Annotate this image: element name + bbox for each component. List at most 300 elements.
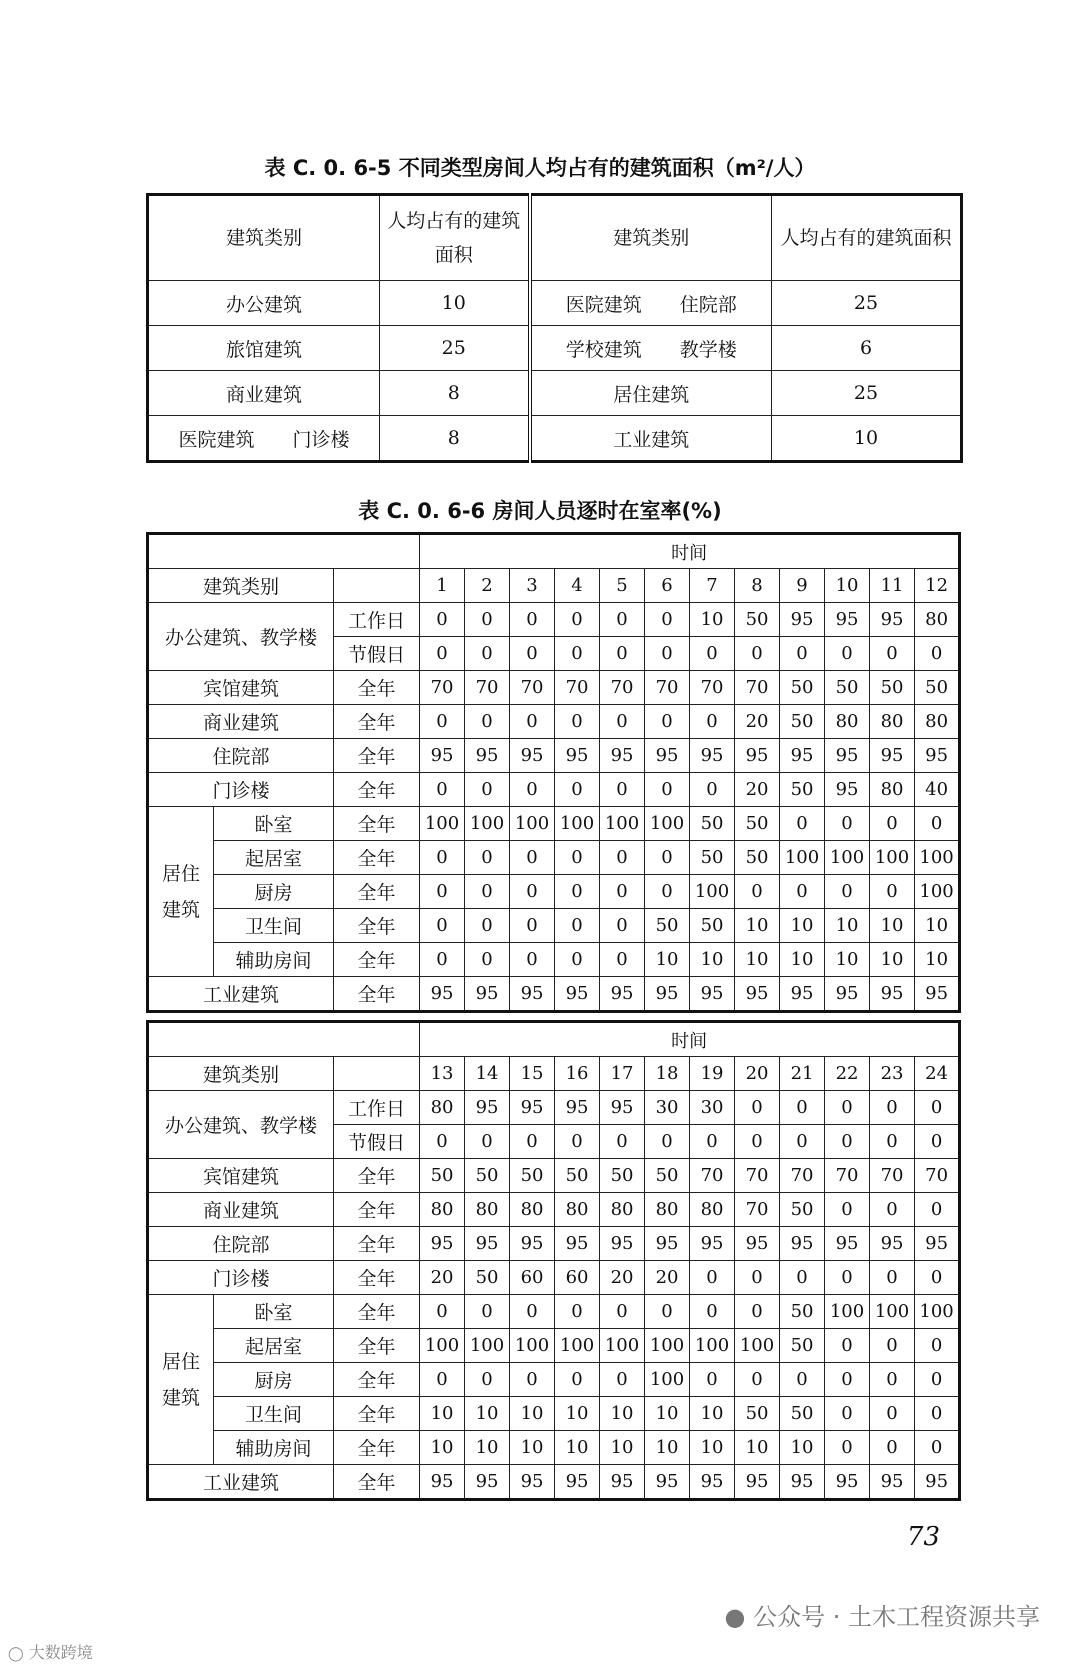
- rate-cell: 0: [465, 909, 510, 943]
- room-name: 卧室: [214, 1295, 334, 1329]
- table5-header-category-2: 建筑类别: [530, 195, 772, 281]
- period-label: 工作日: [334, 1091, 420, 1125]
- room-name: 辅助房间: [214, 943, 334, 977]
- table-row: [148, 943, 960, 977]
- rate-cell: 50: [735, 603, 780, 637]
- left-area-value: 25: [380, 326, 530, 371]
- table-row: [148, 1261, 960, 1295]
- rate-cell: 100: [825, 1295, 870, 1329]
- table5-header-area-2: 人均占有的建筑面积: [772, 195, 962, 281]
- table5-header-row: [148, 195, 962, 281]
- rate-cell: 0: [780, 637, 825, 671]
- watermark-left: [8, 1640, 93, 1663]
- rate-cell: 95: [825, 603, 870, 637]
- rate-cell: 10: [600, 1431, 645, 1465]
- rate-cell: 95: [420, 739, 465, 773]
- rate-cell: 95: [555, 977, 600, 1012]
- room-name: 厨房: [214, 1363, 334, 1397]
- rate-cell: 0: [420, 1125, 465, 1159]
- rate-cell: 10: [690, 1397, 735, 1431]
- right-area-value: 25: [772, 281, 962, 326]
- rate-cell: 0: [735, 1363, 780, 1397]
- hour-label: 4: [555, 569, 600, 603]
- rate-cell: 20: [735, 705, 780, 739]
- room-name: 厨房: [214, 875, 334, 909]
- group-residential-text: 居住建筑: [161, 1350, 200, 1409]
- rate-cell: 50: [735, 841, 780, 875]
- rate-cell: 100: [915, 841, 960, 875]
- rate-cell: 0: [465, 943, 510, 977]
- rate-cell: 0: [870, 875, 915, 909]
- rate-cell: 0: [510, 637, 555, 671]
- rate-cell: 100: [420, 807, 465, 841]
- rate-cell: 0: [465, 841, 510, 875]
- hour-label: 15: [510, 1057, 555, 1091]
- rate-cell: 0: [645, 1295, 690, 1329]
- rate-cell: 95: [645, 1227, 690, 1261]
- table5-header-area: 人均占有的建筑面积: [380, 195, 530, 281]
- left-area-value: 8: [380, 371, 530, 416]
- rate-cell: 95: [600, 1465, 645, 1500]
- left-area-value: 8: [380, 416, 530, 462]
- table-row: [148, 739, 960, 773]
- rate-cell: 70: [825, 1159, 870, 1193]
- rate-cell: 80: [510, 1193, 555, 1227]
- rate-cell: 95: [510, 739, 555, 773]
- hour-label: 1: [420, 569, 465, 603]
- watermark-right: [725, 1597, 1040, 1632]
- rate-cell: 0: [825, 807, 870, 841]
- rate-cell: 0: [600, 603, 645, 637]
- rate-cell: 70: [690, 1159, 735, 1193]
- period-label: 全年: [334, 1227, 420, 1261]
- rate-cell: 0: [645, 637, 690, 671]
- rate-cell: 10: [420, 1397, 465, 1431]
- rate-cell: 50: [780, 773, 825, 807]
- building-name: 宾馆建筑: [148, 1159, 334, 1193]
- rate-cell: 100: [420, 1329, 465, 1363]
- rate-cell: 0: [690, 1295, 735, 1329]
- rate-cell: 95: [555, 1227, 600, 1261]
- rate-cell: 95: [825, 977, 870, 1012]
- rate-cell: 10: [870, 943, 915, 977]
- rate-cell: 0: [510, 1363, 555, 1397]
- rate-cell: 10: [510, 1397, 555, 1431]
- rate-cell: 0: [555, 1363, 600, 1397]
- rate-cell: 0: [735, 1261, 780, 1295]
- rate-cell: 0: [555, 1125, 600, 1159]
- rate-cell: 95: [555, 1091, 600, 1125]
- table-row: [148, 705, 960, 739]
- time-header-row: [148, 534, 960, 569]
- rate-cell: 95: [645, 739, 690, 773]
- blank-cell: [148, 534, 420, 569]
- rate-cell: 0: [555, 1295, 600, 1329]
- rate-cell: 95: [600, 1227, 645, 1261]
- hour-label: 6: [645, 569, 690, 603]
- rate-cell: 50: [780, 1295, 825, 1329]
- rate-cell: 30: [645, 1091, 690, 1125]
- rate-cell: 50: [780, 1329, 825, 1363]
- rate-cell: 20: [735, 773, 780, 807]
- rate-cell: 0: [420, 841, 465, 875]
- table-c066-part-2: [146, 1020, 961, 1501]
- rate-cell: 95: [645, 1465, 690, 1500]
- hour-label: 24: [915, 1057, 960, 1091]
- watermark-left-text: 大数跨境: [28, 1643, 93, 1662]
- rate-cell: 50: [780, 1193, 825, 1227]
- rate-cell: 50: [465, 1159, 510, 1193]
- rate-cell: 0: [915, 1431, 960, 1465]
- rate-cell: 10: [915, 943, 960, 977]
- rate-cell: 10: [465, 1431, 510, 1465]
- table-row: [148, 1363, 960, 1397]
- rate-cell: 95: [780, 739, 825, 773]
- building-name: 住院部: [148, 739, 334, 773]
- rate-cell: 0: [690, 1261, 735, 1295]
- rate-cell: 100: [600, 807, 645, 841]
- rate-cell: 0: [690, 1125, 735, 1159]
- rate-cell: 95: [870, 977, 915, 1012]
- rate-cell: 95: [870, 1465, 915, 1500]
- table-row: [148, 1431, 960, 1465]
- rate-cell: 0: [915, 1193, 960, 1227]
- time-label: 时间: [420, 534, 960, 569]
- rate-cell: 10: [645, 943, 690, 977]
- rate-cell: 50: [690, 841, 735, 875]
- room-name: 卧室: [214, 807, 334, 841]
- rate-cell: 0: [645, 1125, 690, 1159]
- rate-cell: 10: [870, 909, 915, 943]
- building-name: 商业建筑: [148, 1193, 334, 1227]
- rate-cell: 95: [915, 1465, 960, 1500]
- rate-cell: 95: [735, 977, 780, 1012]
- rate-cell: 0: [510, 943, 555, 977]
- period-label: 全年: [334, 773, 420, 807]
- hour-label: 7: [690, 569, 735, 603]
- table-row: [148, 416, 962, 462]
- hour-label: 10: [825, 569, 870, 603]
- rate-cell: 100: [915, 1295, 960, 1329]
- rate-cell: 50: [915, 671, 960, 705]
- category-label: 建筑类别: [148, 1057, 334, 1091]
- room-name: 卫生间: [214, 1397, 334, 1431]
- table-row: [148, 326, 962, 371]
- rate-cell: 95: [555, 739, 600, 773]
- rate-cell: 0: [510, 603, 555, 637]
- rate-cell: 0: [735, 1125, 780, 1159]
- rate-cell: 95: [510, 977, 555, 1012]
- rate-cell: 0: [690, 1363, 735, 1397]
- rate-cell: 10: [915, 909, 960, 943]
- hour-label: 19: [690, 1057, 735, 1091]
- period-label: 全年: [334, 705, 420, 739]
- rate-cell: 95: [690, 977, 735, 1012]
- table5-caption: 表 C. 0. 6-5 不同类型房间人均占有的建筑面积（m²/人）: [264, 156, 816, 180]
- rate-cell: 0: [825, 1431, 870, 1465]
- table-row: [148, 1227, 960, 1261]
- period-label: 全年: [334, 1397, 420, 1431]
- rate-cell: 10: [825, 943, 870, 977]
- rate-cell: 50: [645, 1159, 690, 1193]
- rate-cell: 70: [780, 1159, 825, 1193]
- time-label: 时间: [420, 1022, 960, 1057]
- rate-cell: 95: [870, 739, 915, 773]
- period-label: 全年: [334, 1431, 420, 1465]
- rate-cell: 95: [915, 977, 960, 1012]
- table-row: [148, 603, 960, 637]
- period-label: 全年: [334, 1159, 420, 1193]
- hour-label: 17: [600, 1057, 645, 1091]
- rate-cell: 10: [735, 943, 780, 977]
- period-label: 全年: [334, 875, 420, 909]
- building-name: 宾馆建筑: [148, 671, 334, 705]
- room-name: 起居室: [214, 841, 334, 875]
- rate-cell: 10: [780, 1431, 825, 1465]
- rate-cell: 70: [735, 1159, 780, 1193]
- rate-cell: 100: [645, 807, 690, 841]
- rate-cell: 80: [555, 1193, 600, 1227]
- rate-cell: 40: [915, 773, 960, 807]
- rate-cell: 50: [510, 1159, 555, 1193]
- blank-cell: [334, 569, 420, 603]
- rate-cell: 0: [465, 1295, 510, 1329]
- rate-cell: 0: [420, 1295, 465, 1329]
- rate-cell: 10: [690, 1431, 735, 1465]
- rate-cell: 95: [825, 1465, 870, 1500]
- rate-cell: 100: [870, 841, 915, 875]
- rate-cell: 95: [825, 1227, 870, 1261]
- rate-cell: 0: [600, 773, 645, 807]
- rate-cell: 50: [690, 807, 735, 841]
- rate-cell: 0: [735, 1091, 780, 1125]
- period-label: 全年: [334, 1363, 420, 1397]
- table-row: [148, 1193, 960, 1227]
- rate-cell: 60: [510, 1261, 555, 1295]
- rate-cell: 0: [870, 1363, 915, 1397]
- rate-cell: 0: [825, 1397, 870, 1431]
- rate-cell: 10: [780, 943, 825, 977]
- period-label: 全年: [334, 1193, 420, 1227]
- rate-cell: 95: [780, 977, 825, 1012]
- rate-cell: 0: [870, 1329, 915, 1363]
- table-row: [148, 1295, 960, 1329]
- rate-cell: 10: [510, 1431, 555, 1465]
- rate-cell: 95: [465, 1091, 510, 1125]
- rate-cell: 0: [645, 705, 690, 739]
- rate-cell: 0: [600, 909, 645, 943]
- rate-cell: 10: [735, 909, 780, 943]
- hour-label: 23: [870, 1057, 915, 1091]
- group-office-label: 办公建筑、教学楼: [148, 603, 334, 671]
- hour-label: 20: [735, 1057, 780, 1091]
- rate-cell: 100: [645, 1363, 690, 1397]
- rate-cell: 80: [915, 603, 960, 637]
- rate-cell: 100: [645, 1329, 690, 1363]
- rate-cell: 0: [915, 1363, 960, 1397]
- rate-cell: 0: [870, 807, 915, 841]
- rate-cell: 0: [510, 705, 555, 739]
- rate-cell: 50: [780, 671, 825, 705]
- rate-cell: 0: [510, 909, 555, 943]
- rate-cell: 80: [600, 1193, 645, 1227]
- rate-cell: 50: [780, 1397, 825, 1431]
- right-building-type: 居住建筑: [530, 371, 772, 416]
- rate-cell: 0: [825, 1193, 870, 1227]
- chat-icon: ◯: [8, 1646, 24, 1662]
- rate-cell: 95: [735, 739, 780, 773]
- rate-cell: 95: [465, 977, 510, 1012]
- rate-cell: 100: [735, 1329, 780, 1363]
- rate-cell: 0: [780, 1125, 825, 1159]
- rate-cell: 0: [915, 1261, 960, 1295]
- rate-cell: 70: [600, 671, 645, 705]
- left-area-value: 10: [380, 281, 530, 326]
- rate-cell: 0: [915, 637, 960, 671]
- rate-cell: 50: [465, 1261, 510, 1295]
- rate-cell: 50: [780, 705, 825, 739]
- rate-cell: 0: [600, 1125, 645, 1159]
- rate-cell: 100: [555, 1329, 600, 1363]
- rate-cell: 0: [555, 841, 600, 875]
- rate-cell: 0: [465, 603, 510, 637]
- hour-label: 8: [735, 569, 780, 603]
- hour-label: 2: [465, 569, 510, 603]
- hour-label: 22: [825, 1057, 870, 1091]
- rate-cell: 10: [420, 1431, 465, 1465]
- rate-cell: 0: [510, 1295, 555, 1329]
- hour-label: 14: [465, 1057, 510, 1091]
- rate-cell: 0: [555, 943, 600, 977]
- building-name: 住院部: [148, 1227, 334, 1261]
- table-row: [148, 807, 960, 841]
- rate-cell: 100: [465, 1329, 510, 1363]
- hour-label: 16: [555, 1057, 600, 1091]
- rate-cell: 100: [825, 841, 870, 875]
- time-header-row: [148, 1022, 960, 1057]
- period-label: 全年: [334, 1329, 420, 1363]
- rate-cell: 95: [510, 1091, 555, 1125]
- rate-cell: 95: [420, 1227, 465, 1261]
- rate-cell: 0: [510, 1125, 555, 1159]
- rate-cell: 95: [465, 1465, 510, 1500]
- table-row: [148, 909, 960, 943]
- table-row: [148, 671, 960, 705]
- rate-cell: 0: [780, 807, 825, 841]
- rate-cell: 0: [645, 875, 690, 909]
- rate-cell: 95: [915, 1227, 960, 1261]
- right-area-value: 10: [772, 416, 962, 462]
- hour-label: 21: [780, 1057, 825, 1091]
- wechat-icon: ●: [724, 1603, 746, 1631]
- blank-cell: [334, 1057, 420, 1091]
- period-label: 全年: [334, 977, 420, 1012]
- rate-cell: 0: [600, 1295, 645, 1329]
- rate-cell: 0: [645, 603, 690, 637]
- rate-cell: 0: [465, 875, 510, 909]
- period-label: 节假日: [334, 637, 420, 671]
- rate-cell: 95: [780, 1465, 825, 1500]
- rate-cell: 0: [555, 875, 600, 909]
- rate-cell: 80: [645, 1193, 690, 1227]
- rate-cell: 70: [465, 671, 510, 705]
- right-building-type: 工业建筑: [530, 416, 772, 462]
- rate-cell: 20: [645, 1261, 690, 1295]
- rate-cell: 80: [420, 1193, 465, 1227]
- table-row: [148, 773, 960, 807]
- rate-cell: 10: [600, 1397, 645, 1431]
- rate-cell: 0: [420, 603, 465, 637]
- room-name: 辅助房间: [214, 1431, 334, 1465]
- watermark-right-text: 公众号 · 土木工程资源共享: [753, 1603, 1040, 1631]
- rate-cell: 0: [420, 637, 465, 671]
- rate-cell: 10: [465, 1397, 510, 1431]
- table-row: [148, 977, 960, 1012]
- rate-cell: 100: [915, 875, 960, 909]
- rate-cell: 0: [735, 637, 780, 671]
- rate-cell: 0: [600, 705, 645, 739]
- rate-cell: 0: [420, 943, 465, 977]
- table-c065: [146, 193, 963, 463]
- rate-cell: 0: [870, 637, 915, 671]
- rate-cell: 0: [870, 1193, 915, 1227]
- rate-cell: 50: [645, 909, 690, 943]
- rate-cell: 50: [420, 1159, 465, 1193]
- rate-cell: 50: [735, 1397, 780, 1431]
- period-label: 全年: [334, 1295, 420, 1329]
- left-building-type: 办公建筑: [148, 281, 380, 326]
- rate-cell: 95: [735, 1465, 780, 1500]
- rate-cell: 0: [825, 1261, 870, 1295]
- rate-cell: 10: [825, 909, 870, 943]
- table5-header-category: 建筑类别: [148, 195, 380, 281]
- rate-cell: 0: [420, 1363, 465, 1397]
- building-name: 门诊楼: [148, 773, 334, 807]
- rate-cell: 80: [690, 1193, 735, 1227]
- rate-cell: 0: [600, 1363, 645, 1397]
- rate-cell: 0: [600, 841, 645, 875]
- table-row: [148, 1091, 960, 1125]
- rate-cell: 0: [915, 1397, 960, 1431]
- rate-cell: 95: [600, 977, 645, 1012]
- building-name: 门诊楼: [148, 1261, 334, 1295]
- rate-cell: 0: [825, 1091, 870, 1125]
- rate-cell: 0: [690, 705, 735, 739]
- rate-cell: 0: [825, 1125, 870, 1159]
- rate-cell: 50: [735, 807, 780, 841]
- rate-cell: 10: [645, 1431, 690, 1465]
- rate-cell: 95: [600, 1091, 645, 1125]
- rate-cell: 0: [915, 807, 960, 841]
- rate-cell: 0: [915, 1125, 960, 1159]
- rate-cell: 0: [870, 1091, 915, 1125]
- rate-cell: 95: [555, 1465, 600, 1500]
- left-building-type: 商业建筑: [148, 371, 380, 416]
- rate-cell: 10: [780, 909, 825, 943]
- rate-cell: 95: [825, 773, 870, 807]
- period-label: 全年: [334, 807, 420, 841]
- rate-cell: 10: [645, 1397, 690, 1431]
- rate-cell: 10: [690, 943, 735, 977]
- rate-cell: 95: [870, 603, 915, 637]
- rate-cell: 0: [420, 705, 465, 739]
- rate-cell: 100: [465, 807, 510, 841]
- rate-cell: 95: [420, 977, 465, 1012]
- hour-label: 5: [600, 569, 645, 603]
- table-row: [148, 1397, 960, 1431]
- rate-cell: 95: [600, 739, 645, 773]
- rate-cell: 70: [915, 1159, 960, 1193]
